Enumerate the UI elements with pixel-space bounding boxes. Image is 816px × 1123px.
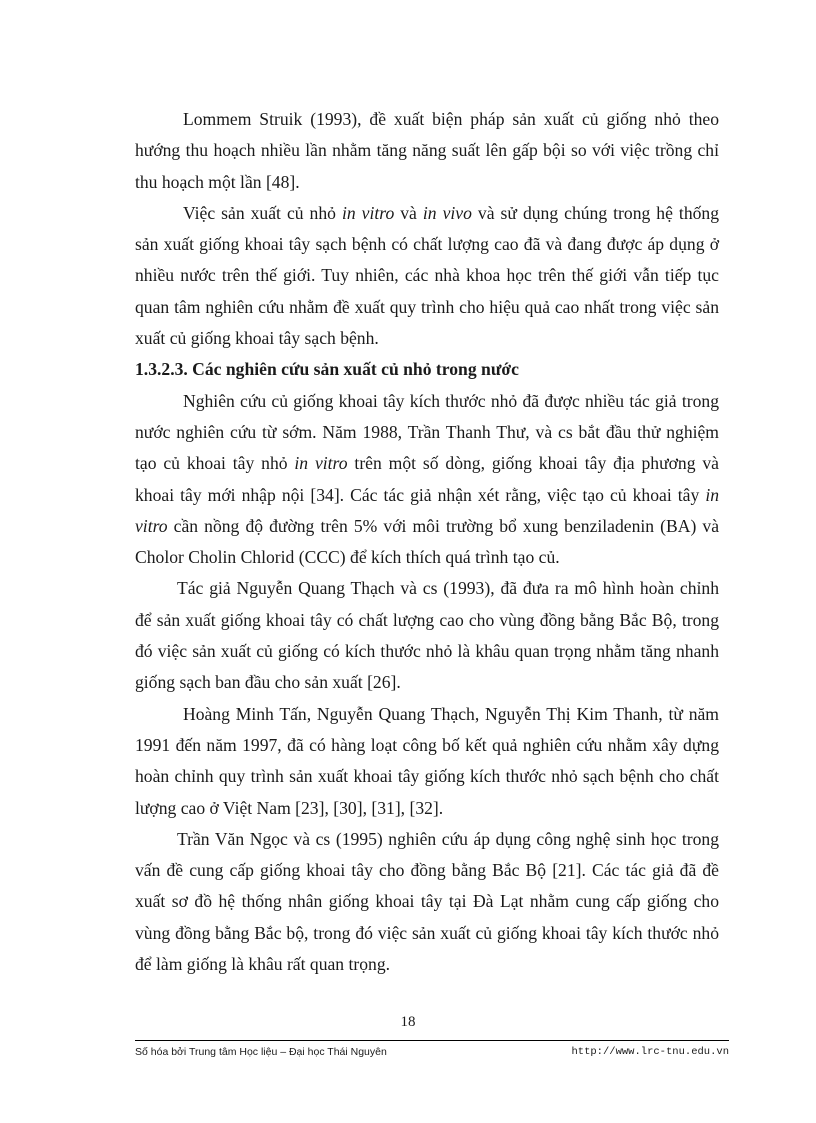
paragraph-text: và sử dụng chúng trong hệ thống sản xuất giống khoai tây sạch bệnh có chất lượng cao đã và đang được áp dụng ở nhiều nước trên thế giới. Tuy nhiên, các nhà khoa học trên thế giới vẫn tiếp tục quan tâm nghiên cứu nhằm đề xuất quy trình cho hiệu quả cao nhất trong việc sản xuất củ giống khoai tây sạch bệnh.	[135, 202, 720, 349]
paragraph-text: cần nồng độ đường trên 5% với môi trường bổ xung benziladenin (BA) và Cholor Cholin Chlorid (CCC) để kích thích quá trình tạo củ.	[135, 515, 719, 568]
footer	[135, 1046, 729, 1058]
paragraph-lommem-struik: Lommem Struik (1993), đề xuất biện pháp sản xuất củ giống nhỏ theo hướng thu hoạch nhiều lần nhằm tăng năng suất lên gấp bội so với việc trồng chỉ thu hoạch một lần [48].	[135, 109, 719, 192]
paragraph-text: Việc sản xuất củ nhỏ	[183, 202, 342, 223]
footer-divider	[135, 1040, 729, 1041]
italic-term: in vitro	[341, 202, 395, 223]
paragraph-in-vitro-in-vivo	[135, 198, 719, 354]
footer-url: http://www.lrc-tnu.edu.vn	[571, 1046, 729, 1058]
paragraph-hoang-minh-tan: Hoàng Minh Tấn, Nguyễn Quang Thạch, Nguyễn Thị Kim Thanh, từ năm 1991 đến năm 1997, đã có hàng loạt công bố kết quả nghiên cứu nhằm xây dựng hoàn chỉnh quy trình sản xuất khoai tây giống kích thước nhỏ sạch bệnh cho chất lượng cao ở Việt Nam [23], [30], [31], [32].	[135, 703, 719, 818]
italic-term: in vivo	[422, 202, 472, 223]
paragraph-text: Nghiên cứu củ giống khoai tây kích thước nhỏ đã được nhiều tác giả trong nước nghiên cứu từ sớm. Năm 1988, Trần Thanh Thư, và cs bắt đầu thử nghiệm tạo củ khoai tây nhỏ	[135, 390, 719, 474]
paragraph-tran-van-ngoc: Trần Văn Ngọc và cs (1995) nghiên cứu áp dụng công nghệ sinh học trong vấn đề cung cấp giống khoai tây cho đồng bằng Bắc Bộ [21]. Các tác giả đã đề xuất sơ đồ hệ thống nhân giống khoai tây tại Đà Lạt nhằm cung cấp giống cho vùng đồng bằng Bắc bộ, trong đó việc sản xuất củ giống khoai tây kích thước nhỏ để làm giống là khâu rất quan trọng.	[135, 828, 719, 975]
body-text	[135, 104, 719, 980]
paragraph-text: và	[394, 202, 423, 223]
paragraph-domestic-research	[135, 386, 719, 574]
page-number: 18	[400, 1014, 416, 1030]
footer-source: Số hóa bởi Trung tâm Học liệu – Đại học Thái Nguyên	[135, 1046, 387, 1058]
italic-term: in vitro	[135, 484, 719, 536]
section-heading: 1.3.2.3. Các nghiên cứu sản xuất củ nhỏ trong nước	[135, 359, 519, 380]
italic-term: in vitro	[294, 453, 348, 474]
paragraph-nguyen-quang-thach: Tác giả Nguyễn Quang Thạch và cs (1993), đã đưa ra mô hình hoàn chỉnh để sản xuất giống khoai tây có chất lượng cao cho vùng đồng bằng Bắc Bộ, trong đó việc sản xuất củ giống có kích thước nhỏ là khâu quan trọng nhằm tăng nhanh giống sạch ban đầu cho sản xuất [26].	[135, 578, 719, 693]
paragraph-text: trên một số dòng, giống khoai tây địa phương và khoai tây mới nhập nội [34]. Các tác giả nhận xét rằng, việc tạo củ khoai tây	[135, 453, 719, 505]
